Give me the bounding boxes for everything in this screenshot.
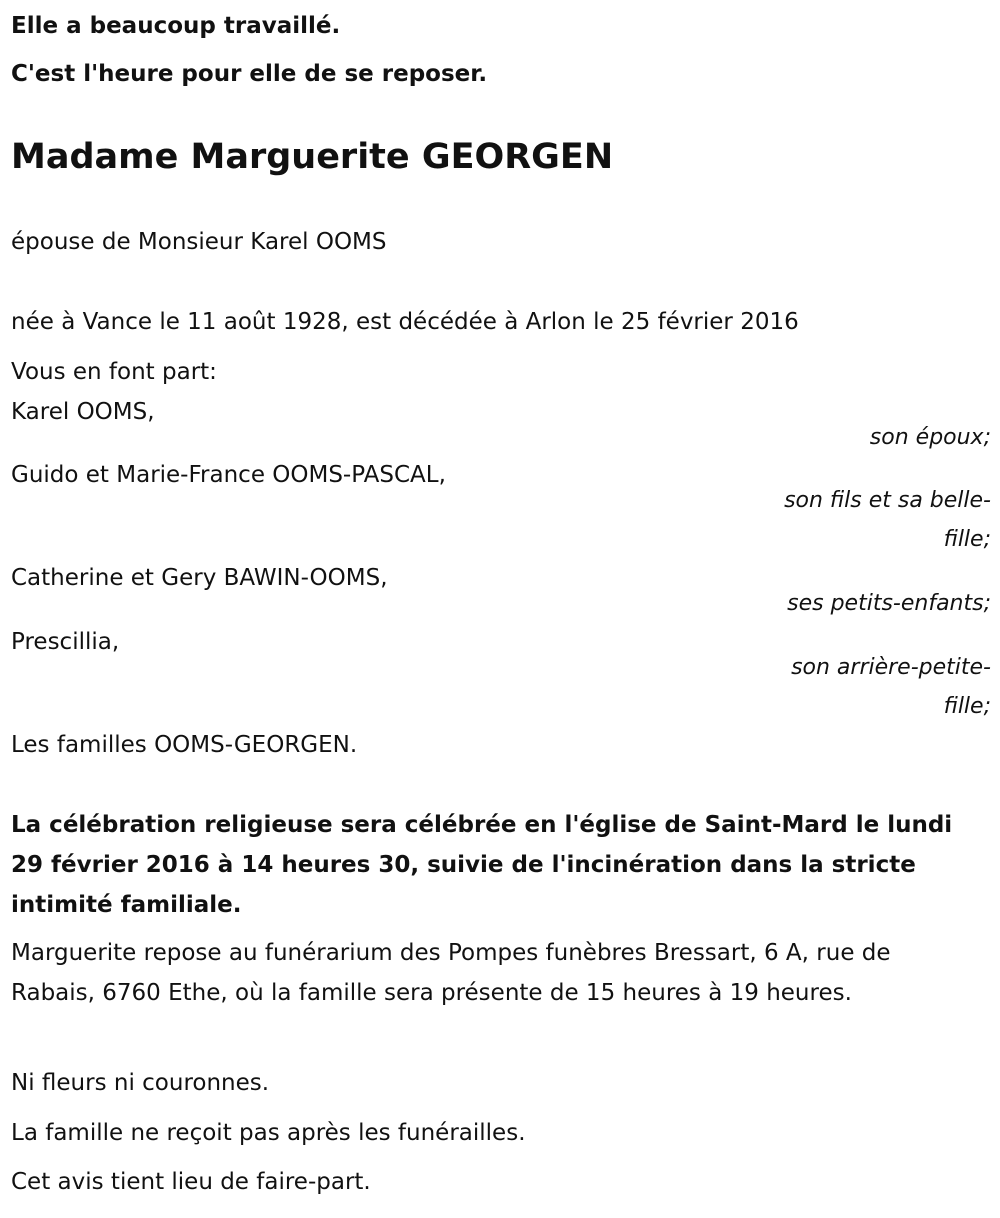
families-line: Les familles OOMS-GEORGEN.: [11, 732, 358, 758]
announcement-intro: Vous en font part:: [11, 359, 217, 385]
family-member-relation: son époux;: [869, 425, 991, 450]
family-member-relation: son arrière-petite-fille;: [791, 655, 991, 719]
family-member-name: Guido et Marie-France OOMS-PASCAL,: [11, 462, 446, 488]
family-member-name: Catherine et Gery BAWIN-OOMS,: [11, 565, 388, 591]
note-line: Ni fleurs ni couronnes.: [11, 1070, 270, 1096]
note-line: La famille ne reçoit pas après les funérailles.: [11, 1120, 526, 1146]
deceased-name: Madame Marguerite GEORGEN: [11, 137, 614, 177]
note-line: Cet avis tient lieu de faire-part.: [11, 1169, 371, 1195]
intro-line-1: Elle a beaucoup travaillé.: [11, 13, 341, 39]
viewing-paragraph: Marguerite repose au funérarium des Pompes funèbres Bressart, 6 A, rue de Rabais, 6760 Ethe, où la famille sera présente de 15 heures à 19 heures.: [11, 940, 891, 1006]
family-member-name: Prescillia,: [11, 629, 120, 655]
spouse-line: épouse de Monsieur Karel OOMS: [11, 229, 387, 255]
family-member-relation: son fils et sa belle-fille;: [784, 488, 991, 552]
intro-line-2: C'est l'heure pour elle de se reposer.: [11, 61, 488, 87]
family-member-name: Karel OOMS,: [11, 399, 155, 425]
birth-death-line: née à Vance le 11 août 1928, est décédée à Arlon le 25 février 2016: [11, 309, 799, 335]
family-member-relation: ses petits-enfants;: [787, 591, 991, 616]
ceremony-paragraph: La célébration religieuse sera célébrée en l'église de Saint-Mard le lundi 29 février 2016 à 14 heures 30, suivie de l'incinération dans la stricte intimité familiale.: [11, 812, 953, 918]
